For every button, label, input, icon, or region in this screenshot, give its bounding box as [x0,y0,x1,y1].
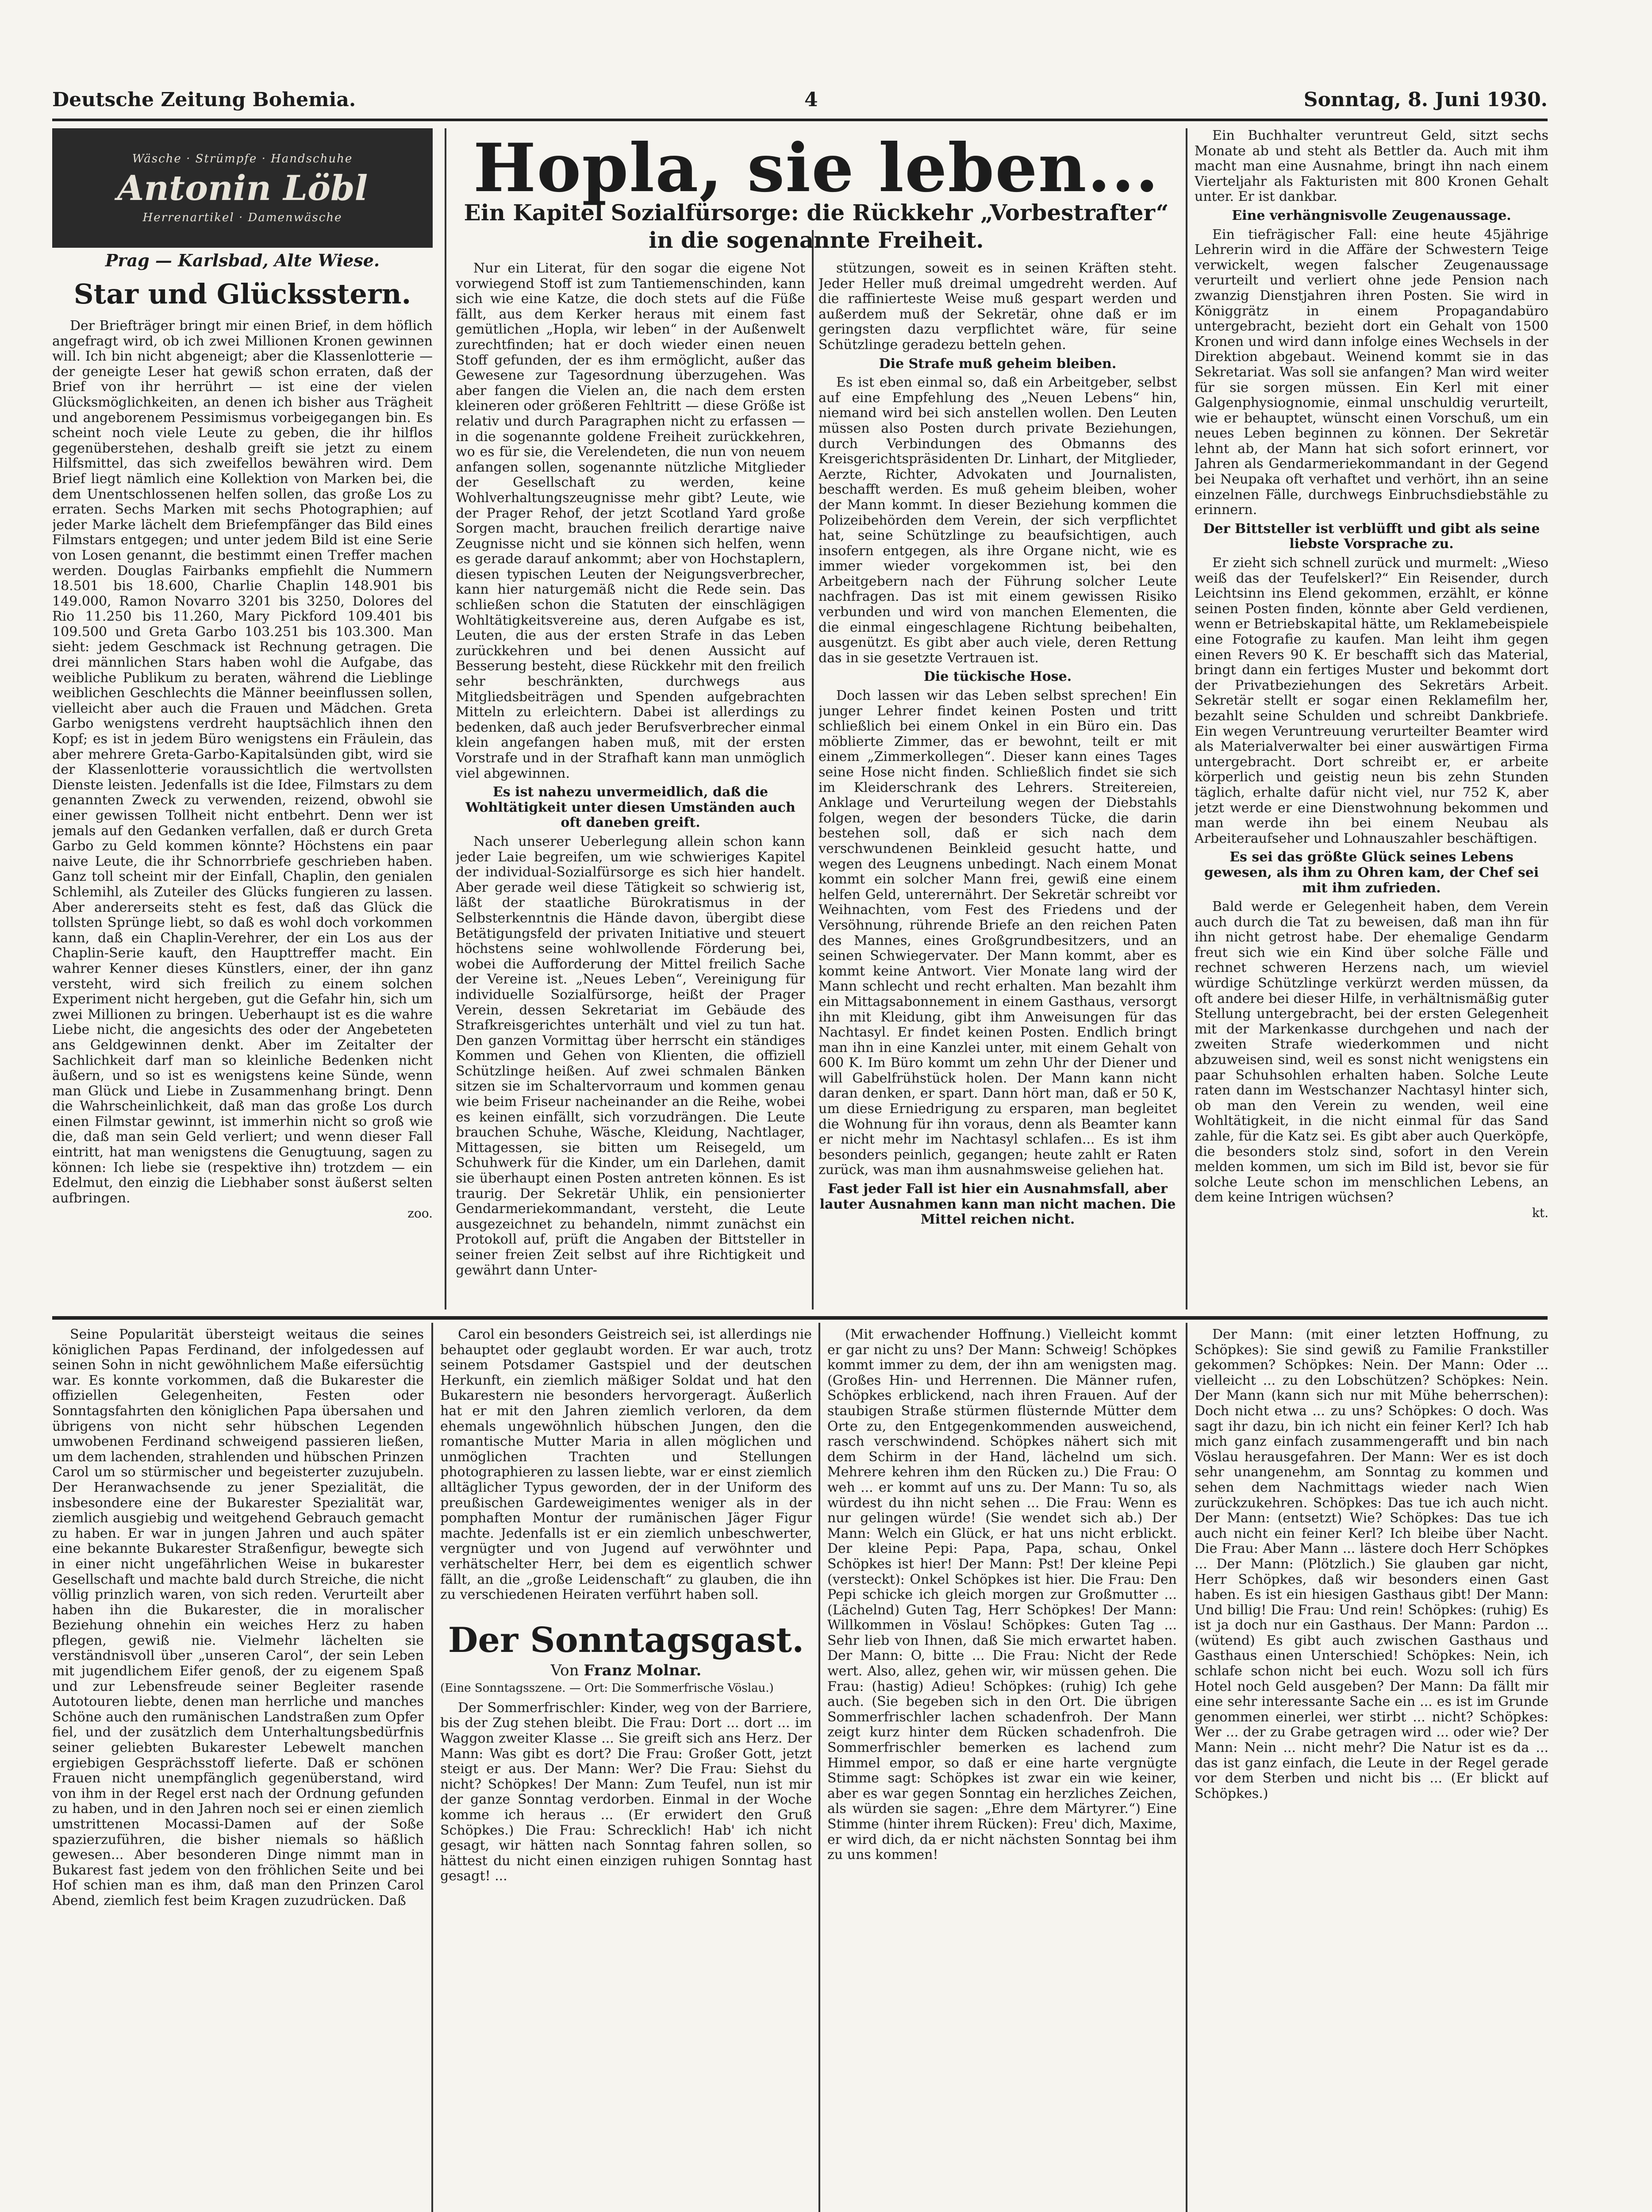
byline-author: Franz Molnar. [584,1661,702,1679]
sonntagsgast-byline [440,1663,812,1678]
byline-prefix: Von [550,1661,579,1679]
bottom-middle-column [440,1327,812,2212]
right-column-paragraph: Er zieht sich schnell zurück und murmelt: „Wieso weiß das der Teufelskerl?“ Ein Reisender, durch Leichtsinn ins Elend gekommen, erzählt, er könne seinen Posten finden, könnte aber Geld verdienen, wenn er Betriebskapital hätte, um Reklamebeispiele eine Fotografie zu kaufen. Man leiht ihm gegen einen Revers 90 K. Er beschafft sich das Material, bringt dann ein fertiges Muster und bekommt dort der Privatbeziehungen des Sekretärs Arbeit. Sekretär stellt er sogar einen Reklamefilm her, bezahlt seine Schulden und schreibt Dankbriefe. Ein wegen Veruntreuung verurteilter Beamter wird als Materialverwalter bei einer auswärtigen Firma untergebracht. Dort schreibt er, er arbeite körperlich und geistig neun bis zehn Stunden täglich, erhalte dafür nicht viel, nur 752 K, aber jetzt werde er eine Dienstwohnung bekommen und man werde ihn bei einem Neubau als Arbeiteraufseher und Lohnauszahler beschäftigen. [1195,555,1548,846]
right-column-signature: kt. [1532,1205,1548,1220]
bottom-fourth-column [1195,1327,1548,2212]
column-rule [431,1323,433,2212]
main-article-subheading: Die tückische Hose. [923,669,1072,685]
ad-name: Antonin Löbl [117,168,368,208]
advertisement [52,128,433,248]
main-article-subheading: Die Strafe muß geheim bleiben. [879,356,1117,372]
header-page-number: 4 [804,88,818,111]
left-article-signature: zoo. [407,1206,433,1221]
ad-line-1: Wäsche · Strümpfe · Handschuhe [132,152,353,165]
ad-line-3: Herrenartikel · Damenwäsche [142,211,342,224]
header-paper-name: Deutsche Zeitung Bohemia. [52,88,356,111]
column-rule [818,1323,820,2212]
header-rule [52,119,1548,121]
main-article-subheading: Fast jeder Fall ist hier ein Ausnahmsfall, aber lauter Ausnahmen kann man nicht machen. Die Mittel reichen nicht. [819,1181,1176,1228]
right-column-subheading: Es sei das größte Glück seines Lebens gewesen, als ihm zu Ohren kam, der Chef sei mit ihm zufrieden. [1204,849,1539,896]
running-header [52,88,1548,115]
main-article-subtitle: Ein Kapitel Sozialfürsorge: die Rückkehr „Vorbestrafter“ in die sogenannte Freiheit. [464,200,1169,253]
right-column-paragraph: Ein Buchhalter veruntreut Geld, sitzt sechs Monate ab und steht als Bettler da. Auch mit ihm macht man eine Ausnahme, bringt ihn nach einem Vierteljahr als Fakturisten mit 800 Kronen Gehalt unter. Er ist dankbar. [1195,128,1548,205]
sonntagsgast-dialogue: Der Mann: (mit einer letzten Hoffnung, zu Schöpkes): Sie sind gewiß zu Familie Frankstiller gekommen? Schöpkes: Nein. Der Mann: Oder ... vielleicht ... zu den Lobschützen? Schöpkes: Nein. Der Mann (kann sich nur mit Mühe beherrschen): Doch nicht etwa ... zu uns? Schöpkes: O doch. Was sagt ihr dazu, bin ich nicht ein feiner Kerl? Ich hab mich ganz einfach zusammengerafft und bin nach Vöslau herausgefahren. Der Mann: Wer es ist doch sehr unangenehm, am Sonntag zu kommen und sehen dem Nachmittags wieder nach Wien zurückzukehren. Schöpkes: Das tue ich auch nicht. Der Mann: (entsetzt) Wie? Schöpkes: Das tue ich auch nicht ein feiner Kerl? Ich bleibe über Nacht. Die Frau: Aber Mann ... lästere doch Herr Schöpkes ... Der Mann: (Plötzlich.) Sie glauben gar nicht, Herr Schöpkes, daß wir besonders einen Gast haben. Es ist ein hiesigen Gasthaus gibt! Der Mann: Und billig! Die Frau: Und rein! Schöpkes: (ruhig) Es ist ja doch nur ein Gasthaus. Der Mann: Pardon ... (wütend) Es gibt auch zwischen Gasthaus und Gasthaus einen Unterschied! Schöpkes: Nein, ich schlafe schon nicht bei euch. Wozu soll ich fürs Hotel noch Geld ausgeben? Der Mann: Da fällt mir eine sehr interessante Sache ein ... es ist im Grunde genommen einerlei, wer stirbt ... nicht? Schöpkes: Wer ... der zu Grabe getragen wird ... oder wie? Der Mann: Nein ... nicht mehr? Die Natur ist es da ... das ist ganz einfach, die Leute in der Regel gerade vor dem Sterben und nicht bis ... (Er blickt auf Schöpkes.) [1195,1327,1548,1801]
right-column-subheading: Der Bittsteller ist verblüfft und gibt als seine liebste Vorsprache zu. [1203,521,1540,552]
main-article-paragraph: Es ist eben einmal so, daß ein Arbeitgeber, selbst auf eine Empfehlung des „Neuen Lebens“ hin, niemand wird bei sich anstellen wollen. Den Leuten müssen also Posten durch private Beziehungen, durch Verbindungen des Obmanns des Kreisgerichtspräsidenten Dr. Linhart, der Mitglieder, Aerzte, Richter, Advokaten und Journalisten, beschafft werden. Es muß geheim bleiben, woher der Mann kommt. In dieser Beziehung kommen die Polizeibehörden dem Verein, der sich verpflichtet hat, seine Schützlinge zu beaufsichtigen, auch insofern entgegen, als ihre Organe nicht, wie es immer wieder vorgekommen ist, bei den Arbeitgebern nach der Führung solcher Leute nachfragen. Das ist mit einem gewissen Risiko verbunden und wird von manchen Elementen, die die einmal eingeschlagene Richtung beibehalten, ausgenützt. Es gibt aber auch viele, deren Rettung das in sie gesetzte Vertrauen ist. [818,375,1177,666]
right-column-subheading: Eine verhängnisvolle Zeugenaussage. [1232,207,1511,223]
main-article-paragraph: Nur ein Literat, für den sogar die eigene Not vorwiegend Stoff ist zum Tantiemenschinden, kann sich wie eine Katze, die doch stets auf die Füße fällt, aus dem Kerker heraus mit einem fast gemütlichen „Hopla, wir leben“ in der Außenwelt zurechtfinden; hat er doch wieder einen neuen Stoff gefunden, der es ihm ermöglicht, außer das Gewesene zur Tagesordnung überzugehen. Was aber fangen die Vielen an, die nach dem ersten kleineren oder größeren Fehltritt — diese Größe ist relativ und durch Paragraphen nicht zu erfassen — in die sogenannte goldene Freiheit zurückkehren, wo es für sie, die Verelendeten, die nun von neuem anfangen sollen, sogenannte nützliche Mitglieder der Gesellschaft zu werden, keine Wohlverhaltungszeugnisse mehr gibt? Leute, wie der Prager Rehof, der jetzt Scotland Yard große Sorgen macht, brauchen freilich derartige naive Zeugnisse nicht und sie können sich helfen, wenn es gerade darauf ankommt; aber von Hochstaplern, diesen typischen Leuten der Neigungsverbrecher, kann hier naturgemäß nicht die Rede sein. Das schließen schon die Statuten der einschlägigen Wohltätigkeitsvereine aus, deren Aufgabe es ist, Leuten, die aus der ersten Strafe in das Leben zurückkehren und bei denen Aussicht auf Besserung besteht, diese Rückkehr mit den freilich sehr beschränkten, durchwegs aus Mitgliedsbeiträgen und Spenden aufgebrachten Mitteln zu erleichtern. Dabei ist allerdings zu bedenken, daß auch jeder Berufsverbrecher einmal klein angefangen haben muß, mit der ersten Vorstrafe und in der Strafhaft kann man unmöglich viel abgewinnen. [456,261,805,781]
right-column [1195,128,1548,1310]
bottom-left-text: Seine Popularität übersteigt weitaus die seines königlichen Papas Ferdinand, der infolgedessen auf seinen Sohn in nicht gewöhnlichem Maße eifersüchtig war. Es konnte vorkommen, daß die Bukarester die offiziellen Gelegenheiten, Festen oder Sonntagsfahrten den königlichen Papa übersahen und übrigens von nicht sehr hübschen Legenden umwobenen Ferdinand schweigend passieren ließen, um dem lachenden, strahlenden und hübschen Prinzen Carol um so stürmischer und begeisterter zuzujubeln. Der Heranwachsende zu jener Spezialität, die insbesondere eine der Bukarester Spezialität war, ziemlich ausgiebig und weitgehend Gebrauch gemacht zu haben. Er war in jungen Jahren und auch später eine bekannte Bukarester Straßenfigur, bewegte sich in einer nicht ungefährlichen Weise in bukarester Gesellschaft und machte bald durch Streiche, die nicht völlig prinzlich waren, von sich reden. Verurteilt aber haben ihn die Bukarester, die in moralischer Beziehung ohnehin ein weiches Herz zu haben pflegen, gewiß nie. Vielmehr lächelten sie verständnisvoll über „unseren Carol“, der sein Leben mit jugendlichem Eifer genoß, der zu eigenem Spaß und zur Lebensfreude seiner Begleiter rasende Autotouren liebte, denen man herrliche und manches Schöne auch den rumänischen Landstraßen zum Opfer fiel, und der zusätzlich dem Unterhaltungsbedürfnis seiner geliebten Bukarester Lebewelt manchen ergiebigen Gesprächsstoff lieferte. Daß er schönen Frauen nicht unempfänglich gegenüberstand, wird von ihm in der Regel erst nach der Ordnung gefunden zu haben, und in den Jahren noch sei er einen ziemlich umstrittenen Mocassi-Damen auf der Soße spazierzuführen, die bisher niemals so häßlich gewesen... Aber besonderen Dinge nimmt man in Bukarest fast jedem von den fröhlichen Seite und bei Hof schien man es ihm, daß man den Prinzen Carol Abend, ziemlich fest beim Kragen zuzudrücken. Daß [52,1327,424,1909]
bottom-left-column [52,1327,424,2212]
sonntagsgast-stage-direction: (Eine Sonntagsszene. — Ort: Die Sommerfrische Vöslau.) [440,1682,774,1695]
main-article-subheading: Es ist nahezu unvermeidlich, daß die Wohltätigkeit unter diesen Umständen auch oft daneben greift. [465,784,795,831]
column-rule [812,230,814,1310]
right-column-paragraph: Bald werde er Gelegenheit haben, dem Verein auch durch die Tat zu beweisen, daß man ihn für ihn nicht getrost habe. Der ehemalige Gendarm freut sich wie ein Kind über solche Fälle und rechnet schweren Herzens nach, um wieviel würdige Schützlinge verkürzt werden müssen, da oft andere bei dieser Hilfe, in verhältnismäßig guter Stellung untergebracht, bei der ersten Gelegenheit mit der Markenkasse durchgehen und nach der zweiten Strafe wiederkommen und nicht abzuweisen sind, weil es sonst nicht wenigstens ein paar Schuhsohlen erhalten haben. Solche Leute raten dann im Westschanzer Nachtasyl hinter sich, ob man den Verein zu wenden, weil eine Wohltätigkeit, in die nicht einmal für das Sand zahle, für die Katz sei. Es gibt aber auch Querköpfe, die besonders stolz sind, sofort in den Verein melden kommen, um sich im Bild ist, bevor sie für solche Leute schon im menschlichen Lebens, an dem keine Intrigen wüchsen? [1195,899,1548,1206]
column-rule [1186,128,1187,1310]
sonntagsgast-title: Der Sonntagsgast. [448,1620,804,1660]
main-article-paragraph: Doch lassen wir das Leben selbst sprechen! Ein junger Lehrer findet keinen Posten und tritt schließlich bei einem Onkel in ein Büro ein. Das möblierte Zimmer, das er bewohnt, teilt er mit einem „Zimmerkollegen“. Dieser kann eines Tages seine Hose nicht finden. Schließlich findet sie sich im Kleiderschrank des Lehrers. Streitereien, Anklage und Verurteilung wegen der Diebstahls folgen, wegen der besonders Tücke, die darin bestehen soll, daß er sich nach dem verschwundenen Beinkleid gesucht hatte, und wegen des Leugnens unbedingt. Nach einem Monat kommt ein solcher Mann frei, gewiß eine einem helfen Geld, unterernährt. Der Sekretär schreibt vor Weihnachten, vom Fest des Friedens und der Versöhnung, rührende Briefe an den reichen Paten des Mannes, eines Großgrundbesitzers, und an seinen Schwiegervater. Der Mann kommt, aber es kommt keine Antwort. Vier Monate lang wird der Mann schlecht und recht erhalten. Man bezahlt ihm ein Mittagsabonnement in einem Gasthaus, versorgt ihn mit Kleidung, gibt ihm Anweisungen für das Nachtasyl. Er findet keinen Posten. Endlich bringt man ihn in eine Kanzlei unter, mit einem Gehalt von 600 K. Im Büro kommt um zehn Uhr der Diener und will Gabelfrühstück holen. Der Mann kann nicht daran denken, er spart. Dann hört man, daß er 50 K, um diese Erniedrigung zu ersparen, man begleitet die Wohnung für ihn voraus, denn als Beamter kann er nicht mehr im Nachtasyl schlafen... Es ist ihm besonders peinlich, gegangen; heute zahlt er Raten zurück, was man ihm ausnahmsweise geliehen hat. [818,688,1177,1178]
main-article-title: Hopla, sie leben... [473,129,1160,207]
main-article-column-1 [456,261,805,1310]
ad-location: Prag — Karlsbad, Alte Wiese. [105,250,380,270]
column-rule [445,128,446,1310]
left-article-body [52,319,433,1305]
right-column-paragraph: Ein tiefrägischer Fall: eine heute 45jährige Lehrerin wird in die Affäre der Schwestern Teige verwickelt, wegen falscher Zeugenaussage verurteilt und verliert ohne jede Pension nach zwanzig Dienstjahren ihren Posten. Sie wird in Königgrätz in einem Propagandabüro untergebracht, bezieht dort ein Gehalt von 1500 Kronen und wird dann infolge eines Wechsels in der Direktion abgebaut. Weinend kommt sie in das Sekretariat. Was soll sie anfangen? Man wird weiter für sie sorgen müssen. Ein Kerl mit einer Galgenphysiognomie, einmal unschuldig verurteilt, wie er behauptet, wünscht einen Vorschuß, um ein neues Leben beginnen zu können. Der Sekretär lehnt ab, der Mann hat sich sofort erinnert, vor Jahren als Gendarmeriekommandant in der Gegend bei Neupaka oft verhaftet und verhört, ihn an seine einzelnen Fälle, durchwegs Einbruchsdiebstähle zu erinnern. [1195,227,1548,518]
section-rule [52,1316,1548,1320]
bottom-middle-intro: Carol ein besonders Geistreich sei, ist allerdings nie behauptet oder geglaubt worden. Er war auch, trotz seinem Potsdamer Gastspiel und der deutschen Herkunft, ein ziemlich mäßiger Soldat und hat den Bukarestern nie besonders hervorgeragt. Äußerlich hat er mit den Jahren ziemlich verloren, da dem ehemals ungewöhnlich hübschen Jungen, den die romantische Mutter Maria in allen möglichen und unmöglichen Trachten und Stellungen photographieren zu lassen liebte, war er einst ziemlich alltäglicher Typus geworden, der in der Uniform des preußischen Gardeweigimentes weniger als in der pomphaften Montur der rumänischen Jäger Figur machte. Jedenfalls ist er ein ziemlich unbeschwerter, vergnügter und von Jugend auf verwöhnter und verhätschelter Herr, bei dem es eigentlich schwer fällt, an die „große Leidenschaft“ zu glauben, die ihn zu verschiedenen Heiraten verführt haben soll. [440,1327,812,1603]
sonntagsgast-dialogue: (Mit erwachender Hoffnung.) Vielleicht kommt er gar nicht zu uns? Der Mann: Schweig! Schöpkes kommt immer zu dem, der ihn am wenigsten mag. (Großes Hin- und Herrennen. Die Männer rufen, Schöpkes erblickend, nach ihren Frauen. Auf der staubigen Straße stürmen flüsternde Mütter dem Orte zu, den Entgegenkommenden ausweichend, rasch verschwindend. Schöpkes nähert sich mit dem Schirm in der Hand, lächelnd um sich. Mehrere kehren ihm den Rücken zu.) Die Frau: O weh ... er kommt auf uns zu. Der Mann: Tu so, als würdest du ihn nicht sehen ... Die Frau: Wenn es nur gelingen würde! (Sie wendet sich ab.) Der Mann: Welch ein Glück, er hat uns nicht erblickt. Der kleine Pepi: Papa, Papa, schau, Onkel Schöpkes ist hier! Der Mann: Pst! Der kleine Pepi (versteckt): Onkel Schöpkes ist hier. Die Frau: Den Pepi schicke ich gleich morgen zur Großmutter ... (Lächelnd) Guten Tag, Herr Schöpkes! Der Mann: Willkommen in Vöslau! Schöpkes: Guten Tag ... Sehr lieb von Ihnen, daß Sie mich erwartet haben. Der Mann: O, bitte ... Die Frau: Nicht der Rede wert. Also, allez, gehen wir, wir müssen gehen. Die Frau: (hastig) Adieu! Schöpkes: (ruhig) Ich gehe auch. (Sie begeben sich in den Ort. Die übrigen Sommerfrischler lachen schadenfroh. Der Mann zeigt kurz hinter dem Rücken schadenfroh. Die Sommerfrischler bemerken es lachend zum Himmel empor, so daß er eine harte vergnügte Stimme sagt: Schöpkes ist zwar ein wie keiner, aber es war gegen Sonntag ein herzliches Zeichen, als würden sie sagen: „Ehre dem Märtyrer.“) Eine Stimme (hinter ihrem Rücken): Freu' dich, Maxime, er wird dich, da er nicht nächsten Sonntag bei ihm zu uns kommen! [827,1327,1177,1863]
left-article-text: Der Briefträger bringt mir einen Brief, in dem höflich angefragt wird, ob ich zwei Millionen Kronen gewinnen will. Ich bin nicht abgeneigt; aber die Klassenlotterie — der geneigte Leser hat gewiß schon erraten, daß der Brief von ihr herrührt — ist eine der vielen Glücksmöglichkeiten, an denen ich bisher aus Trägheit und angeborenem Pessimismus vorbeigegangen bin. Es scheint noch viele Leute zu geben, die ihr hilflos gegenüberstehen, deshalb greift sie jetzt zu einem Hilfsmittel, das sich zweifellos bewähren wird. Dem Brief liegt nämlich eine Kollektion von Marken bei, die dem Unentschlossenen helfen sollen, das große Los zu erraten. Sechs Marken mit sechs Photographien; auf jeder Marke lächelt dem Briefempfänger das Bild eines Filmstars entgegen; und unter jedem Bild ist eine Serie von Losen genannt, die bestimmt einen Treffer machen werden. Douglas Fairbanks empfiehlt die Nummern 18.501 bis 18.600, Charlie Chaplin 148.901 bis 149.000, Ramon Novarro 3201 bis 3250, Dolores del Rio 11.250 bis 11.260, Mary Pickford 109.401 bis 109.500 und Greta Garbo 103.251 bis 103.300. Man sieht: jedem Geschmack ist Rechnung getragen. Die drei männlichen Stars haben wohl die Aufgabe, das weibliche Publikum zu beraten, während die Lieblinge weiblichen Geschlechts die Männer beeinflussen sollen, vielleicht aber auch die Frauen und Mädchen. Greta Garbo wenigstens verdreht hauptsächlich ihnen den Kopf; es ist in jedem Büro wenigstens ein Fräulein, das aber mehrere Greta-Garbo-Kapitalsünden gibt, wird sie der Klassenlotterie voraussichtlich die wertvollsten Dienste leisten. Jedenfalls ist die Idee, Filmstars zu dem genannten Zweck zu verwenden, reizend, obwohl sie einer gewissen Tollheit nicht entbehrt. Denn wer ist jemals auf den Gedanken verfallen, daß er durch Greta Garbo zu Geld kommen könnte? Höchstens ein paar naive Leute, die ihr Schnorrbriefe geschrieben haben. Ganz toll scheint mir der Einfall, Chaplin, den genialen Schlemihl, als Zuteiler des Glücks fungieren zu lassen. Aber andererseits steht es fest, daß das Glück die tollsten Sprünge liebt, so daß es wohl doch vorkommen kann, daß ein Chaplin-Verehrer, der ein Los aus der Chaplin-Serie kauft, den Haupttreffer macht. Ein wahrer Kenner dieses Künstlers, einer, der ihn ganz versteht, wird sich freilich zu einem solchen Experiment nicht hergeben, gut die Gefahr hin, sich um zwei Millionen zu bringen. Ueberhaupt ist es die wahre Liebe nicht, die angesichts des oder der Angebeteten ans Geldgewinnen denkt. Aber im Zeitalter der Sachlichkeit darf man so kleinliche Bedenken nicht äußern, und so ist es wenigstens keine Sünde, wenn man Glück und Liebe in Zusammenhang bringt. Denn die Wahrscheinlichkeit, daß man das große Los durch einen Filmstar gewinnt, ist immerhin nicht so groß wie die, daß man sein Geld verliert; und wenn dieser Fall eintritt, hat man wenigstens die Genugtuung, sagen zu können: Ich liebe sie (respektive ihn) trotzdem — ein Edelmut, den einzig die Liebhaber sonst äußerst selten aufbringen. [52,319,433,1206]
main-article-paragraph: stützungen, soweit es in seinen Kräften steht. Jeder Heller muß dreimal umgedreht werden. Auf die raffinierteste Weise muß gespart werden und außerdem muß der Sekretär, ohne daß er im geringsten dazu verpflichtet wäre, für seine Schützlinge geradezu betteln gehen. [818,261,1177,353]
header-date: Sonntag, 8. Juni 1930. [1303,88,1548,111]
column-rule [1186,1323,1187,2212]
sonntagsgast-dialogue: Der Sommerfrischler: Kinder, weg von der Barriere, bis der Zug stehen bleibt. Die Frau: Dort ... dort ... im Waggon zweiter Klasse ... Sie greift sich ans Herz. Der Mann: Was gibt es dort? Die Frau: Großer Gott, jetzt steigt er aus. Der Mann: Wer? Die Frau: Siehst du nicht? Schöpkes! Der Mann: Zum Teufel, nun ist mir der ganze Sonntag verdorben. Einmal in der Woche komme ich heraus ... (Er erwidert den Gruß Schöpkes.) Die Frau: Schrecklich! Hab' ich nicht gesagt, wir hätten nach Sonntag fahren sollen, so hättest du nicht einen einzigen ruhigen Sonntag hast gesagt! ... [440,1700,812,1884]
main-article-paragraph: Nach unserer Ueberlegung allein schon kann jeder Laie begreifen, um wie schwieriges Kapitel der individual-Sozialfürsorge es sich hier handelt. Aber gerade weil diese Tätigkeit so schwierig ist, läßt der staatliche Bürokratismus in der Selbsterkenntnis die Hände davon, übergibt diese Betätigungsfeld der privaten Initiative und steuert höchstens seine wohlwollende Förderung bei, wobei die Aufforderung der Mittel freilich Sache der Vereine ist. „Neues Leben“, Vereinigung für individuelle Sozialfürsorge, heißt der Prager Verein, dessen Sekretariat im Gebäude des Strafkreisgerichtes unterhält und viel zu tun hat. Den ganzen Vormittag über herrscht ein ständiges Kommen und Gehen von Klienten, die offiziell Schützlinge heißen. Auf zwei schmalen Bänken sitzen sie im Schaltervorraum und kommen genau wie beim Friseur nacheinander an die Reihe, wobei es keinen einfällt, sich vorzudrängen. Die Leute brauchen Schuhe, Wäsche, Kleidung, Nachtlager, Mittagessen, sie bitten um Reisegeld, um Schuhwerk für die Kinder, um ein Darlehen, damit sie überhaupt einen Posten antreten können. Es ist traurig. Der Sekretär Uhlik, ein pensionierter Gendarmeriekommandant, versteht, die Leute ausgezeichnet zu behandeln, nimmt zunächst ein Protokoll auf, prüft die Angaben der Bittsteller in seiner freien Zeit selbst auf ihre Richtigkeit und gewährt dann Unter- [456,833,805,1278]
main-article-column-2 [818,261,1177,1310]
left-article-title: Star und Glücksstern. [73,278,411,310]
bottom-third-column [827,1327,1177,2212]
